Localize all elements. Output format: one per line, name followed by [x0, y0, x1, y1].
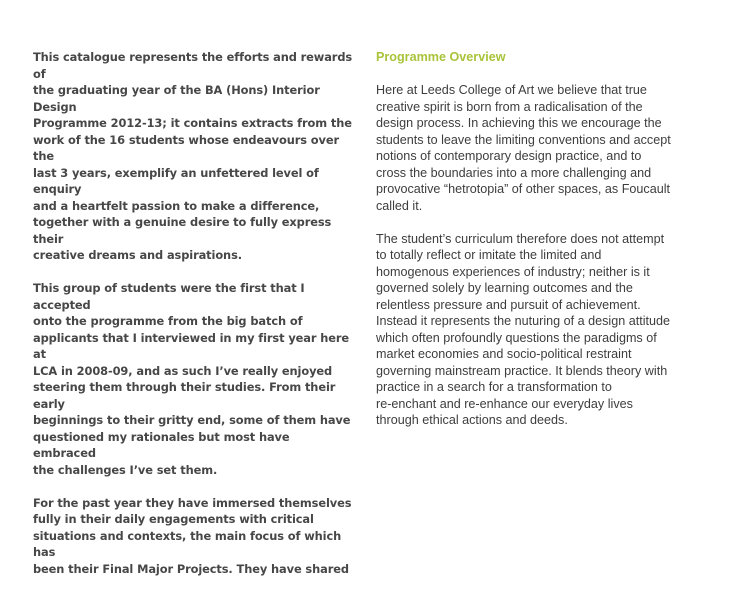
programme-overview-heading: Programme Overview: [376, 50, 506, 64]
intro-paragraph: This catalogue represents the efforts and rewards of the graduating year of the BA (Hons) Interior Design Programme 2012-13; it contains extracts from the work of the 16 students whose endeavours over the last 3 years, exemplify an unfettered level of enquiry and a heartfelt passion to make a difference, together with a genuine desire to fully express their creative dreams and aspirations.: [33, 50, 353, 262]
cohort-paragraph: This group of students were the first that I accepted onto the programme from the big batch of applicants that I interviewed in my first year here at LCA in 2008-09, and as such I’ve really enjoyed steering them through their studies. From their early beginnings to their gritty end, some of them have questioned my rationales but most have embraced the challenges I’ve set them.: [33, 281, 351, 477]
left-column: [33, 49, 355, 594]
final-year-paragraph: For the past year they have immersed themselves fully in their daily engagements with critical situations and contexts, the main focus of which has been their Final Major Projects. They have shared: [33, 495, 352, 576]
right-column: [376, 49, 706, 445]
curriculum-paragraph: The student’s curriculum therefore does not attempt to totally reflect or imitate the limited and homogenous experiences of industry; neither is it governed solely by learning outcomes and the relentless pressure and pursuit of achievement. Instead it represents the nuturing of a design attitude which often profoundly questions the paradigms of market economies and socio-political restraint governing mainstream practice. It blends theory with practice in a search for a transformation to re-enchant and re-enhance our everyday lives through ethical actions and deeds.: [376, 231, 671, 427]
overview-paragraph: Here at Leeds College of Art we believe that true creative spirit is born from a radicalisation of the design process. In achieving this we encourage the students to leave the limiting conventions and accept notions of contemporary design practice, and to cross the boundaries into a more challenging and provocative “hetrotopia” of other spaces, as Foucault called it.: [376, 83, 671, 213]
